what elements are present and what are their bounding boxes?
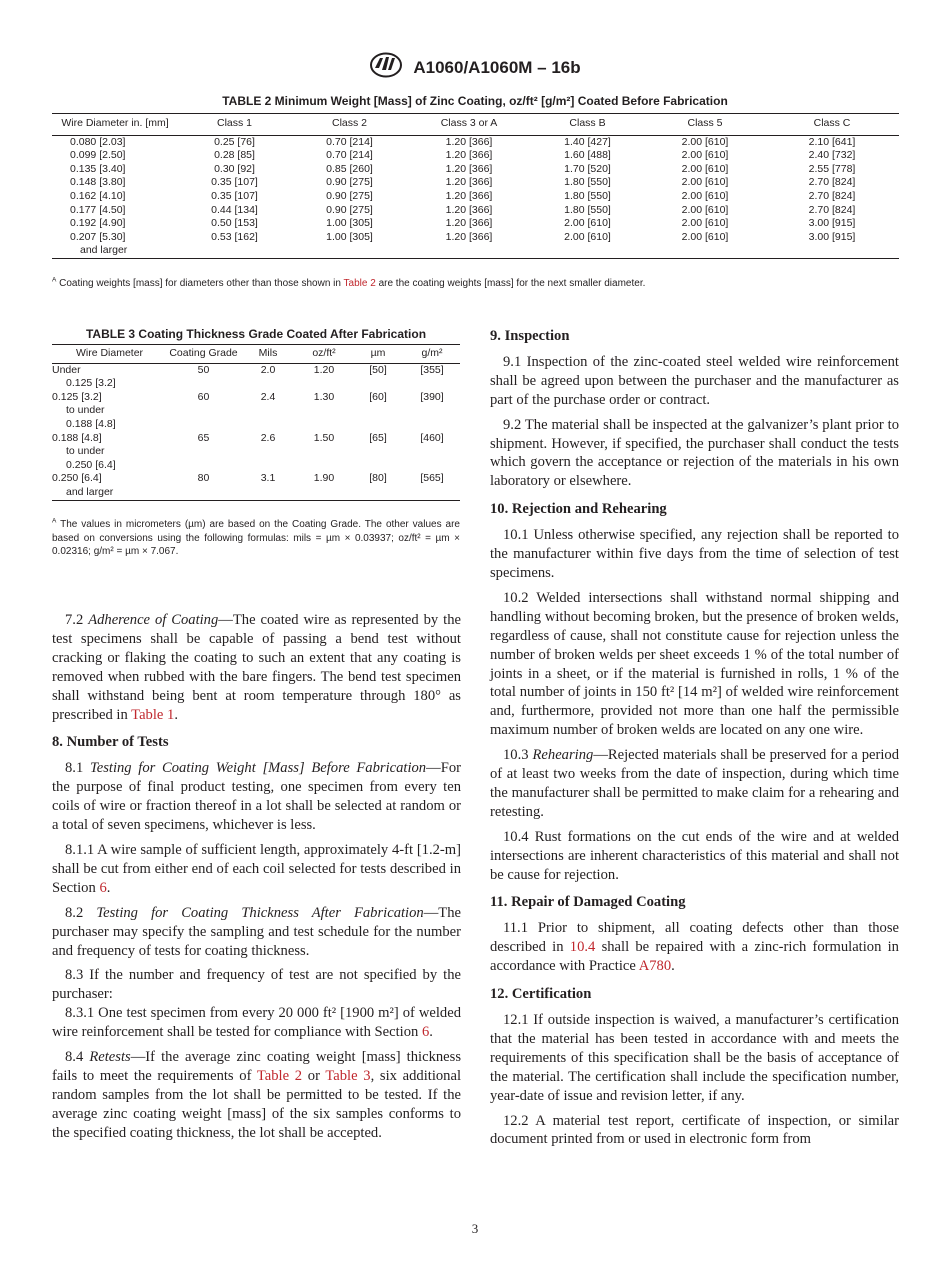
para-8-4: 8.4 Retests—If the average zinc coating weight [mass] thickness fails to meet the requirements of Table 2 or Table 3, six additional random samples from the lot shall be permitted to be tested. If the average zinc coating weight [mass] of the six samples conforms to the specified coating thickness, the lot shall be accepted. bbox=[52, 1049, 461, 1141]
table2-row bbox=[52, 135, 899, 149]
table2-cell: 0.080 [2.03] bbox=[70, 135, 126, 148]
para-10-4: 10.4 Rust formations on the cut ends of the wire and at welded intersections are inherent characteristics of this material and shall not be cause for rejection. bbox=[490, 828, 899, 883]
table2-col-header: Class B bbox=[530, 114, 645, 136]
table3-cell bbox=[240, 486, 296, 500]
table2-cell bbox=[645, 244, 765, 258]
table2-col-header: Class 5 bbox=[645, 114, 765, 136]
table3-cell bbox=[404, 377, 460, 391]
table3-col-header: g/m² bbox=[404, 345, 460, 364]
table3-cell: 0.125 [3.2] bbox=[66, 377, 116, 390]
table3-row bbox=[52, 432, 460, 446]
table3-cell bbox=[240, 459, 296, 473]
table3-cell: 1.30 bbox=[313, 390, 335, 403]
table3-cell bbox=[296, 486, 352, 500]
table3-cell bbox=[167, 418, 240, 432]
table2-cell bbox=[530, 244, 645, 258]
table3-cell bbox=[404, 445, 460, 459]
table2-cell: 1.20 [366] bbox=[445, 189, 493, 202]
table3-cell: [390] bbox=[420, 390, 444, 403]
table2-cell: 0.207 [5.30] bbox=[70, 230, 126, 243]
table2-cell: 0.177 [4.50] bbox=[70, 203, 126, 216]
table2-cell: 2.55 [778] bbox=[808, 162, 856, 175]
para-10-4-link[interactable]: 10.4 bbox=[569, 939, 596, 956]
table2-cell: 1.80 [550] bbox=[564, 203, 611, 216]
table3-cell: 2.4 bbox=[260, 390, 276, 403]
table2-cell: 0.90 [275] bbox=[326, 203, 373, 216]
table2-row bbox=[52, 149, 899, 163]
table3-row bbox=[52, 404, 460, 418]
table2-cell bbox=[178, 244, 291, 258]
para-8-3-1: 8.3.1 One test specimen from every 20 000 ft² [1900 m²] of welded wire reinforcement shall be tested for compliance with Section 6. bbox=[52, 1005, 461, 1041]
para-11-1: 11.1 Prior to shipment, all coating defects other than those described in 10.4 shall be repaired with a zinc-rich formulation in accordance with Practice A780. bbox=[490, 920, 899, 975]
table3-cell: 0.250 [6.4] bbox=[66, 458, 116, 471]
table3-cell: [460] bbox=[420, 431, 444, 444]
table3-cell bbox=[404, 486, 460, 500]
table2-caption: TABLE 2 Minimum Weight [Mass] of Zinc Coating, oz/ft² [g/m²] Coated Before Fabrication bbox=[222, 94, 728, 108]
table3-cell bbox=[240, 377, 296, 391]
table3-cell bbox=[404, 459, 460, 473]
table3-cell bbox=[296, 404, 352, 418]
table3-cell bbox=[296, 418, 352, 432]
a780-link[interactable]: A780 bbox=[638, 958, 672, 975]
table3-col-header: Wire Diameter bbox=[52, 345, 167, 364]
table2-row bbox=[52, 204, 899, 218]
table2-cell: 0.148 [3.80] bbox=[70, 176, 126, 189]
table2-cell: 2.40 [732] bbox=[808, 149, 856, 162]
table2-footnote: $^A$ Coating weights [mass] for diameters other than those shown in Table 2 are the coating weights [mass] for the next smaller diameter. bbox=[52, 276, 646, 289]
para-8-3: 8.3 If the number and frequency of test are not specified by the purchaser: bbox=[52, 967, 461, 1003]
table2-cell: 0.099 [2.50] bbox=[70, 149, 126, 162]
para-9-1: 9.1 Inspection of the zinc-coated steel welded wire reinforcement shall be agreed upon between the purchaser and the manufacturer as part of the purchase order or contract. bbox=[490, 353, 899, 408]
table3-cell bbox=[352, 418, 404, 432]
table2-cell: 2.00 [610] bbox=[681, 230, 729, 243]
para-12-2: 12.2 A material test report, certificate of inspection, or similar document printed from or used in electronic form from bbox=[490, 1112, 899, 1148]
section6-link[interactable]: 6 bbox=[422, 1024, 430, 1041]
table3-cell: [355] bbox=[420, 363, 444, 376]
table2-cell: 2.70 [824] bbox=[808, 176, 856, 189]
table2-col-header: Class 2 bbox=[291, 114, 408, 136]
table3-cell: 0.188 [4.8] bbox=[66, 417, 116, 430]
table3-link[interactable]: Table 3 bbox=[325, 1067, 371, 1084]
table2-row bbox=[52, 231, 899, 245]
table3-cell bbox=[352, 459, 404, 473]
table2-cell: 2.00 [610] bbox=[681, 176, 729, 189]
para-12-1: 12.1 If outside inspection is waived, a manufacturer’s certification that the material has been tested in accordance with and meets the requirements of this specification shall be the basis of acceptance of the material. The certification shall include the specification number, year-date of issue and revision letter, if any. bbox=[490, 1012, 899, 1104]
table2-cell: 2.70 [824] bbox=[808, 189, 856, 202]
table3-row bbox=[52, 472, 460, 486]
para-10-2: 10.2 Welded intersections shall withstand normal shipping and handling without becoming broken, but the presence of broken welds, regardless of cause, shall not constitute cause for rejection unless the number of broken welds per sheet exceeds 1 % of the total number of joints in a sheet, or if the material is furnished in rolls, 1 % of the total number of joints in 150 ft² [14 m²] of welded wire reinforcement and, furthermore, provided not more than one half the permissible maximum number of broken welds are located on any one wire. bbox=[490, 589, 899, 739]
table2-cell: 0.70 [214] bbox=[326, 149, 373, 162]
table3-cell: 0.250 [6.4] bbox=[52, 472, 102, 485]
table3-cell: 2.6 bbox=[260, 431, 276, 444]
table2-cell: 0.90 [275] bbox=[326, 176, 373, 189]
table2-cell: 1.20 [366] bbox=[445, 149, 493, 162]
table2-cell: 0.53 [162] bbox=[211, 230, 258, 243]
page-number: 3 bbox=[471, 1221, 479, 1236]
table3 bbox=[52, 344, 460, 501]
section6-link[interactable]: 6 bbox=[99, 879, 107, 896]
table2-cell: 1.70 [520] bbox=[564, 162, 611, 175]
table2-cell: 1.40 [427] bbox=[564, 135, 611, 148]
table2-cell: 1.60 [488] bbox=[564, 149, 611, 162]
table3-row bbox=[52, 486, 460, 500]
table2-col-header: Wire Diameter in. [mm] bbox=[52, 114, 178, 136]
right-column bbox=[490, 318, 899, 1155]
table3-cell: 3.1 bbox=[260, 472, 276, 485]
table3-row bbox=[52, 363, 460, 377]
table2-cell: 0.135 [3.40] bbox=[70, 162, 126, 175]
table2-cell: and larger bbox=[80, 244, 128, 257]
table2-cell: 0.50 [153] bbox=[211, 217, 258, 230]
table2-cell: 1.20 [366] bbox=[445, 230, 493, 243]
table2-cell: 3.00 [915] bbox=[808, 230, 856, 243]
table3-cell: 0.188 [4.8] bbox=[52, 431, 102, 444]
table3-cell bbox=[167, 377, 240, 391]
section-12-heading: 12. Certification bbox=[490, 986, 592, 1003]
astm-logo-icon bbox=[369, 52, 403, 83]
table2-cell: 0.192 [4.90] bbox=[70, 217, 126, 230]
table3-cell bbox=[296, 377, 352, 391]
table3-cell: [65] bbox=[369, 431, 387, 444]
table3-cell: 80 bbox=[197, 472, 210, 485]
table2-cell bbox=[291, 244, 408, 258]
section-10-heading: 10. Rejection and Rehearing bbox=[490, 501, 667, 518]
para-7-2: 7.2 Adherence of Coating—The coated wire as represented by the test specimens shall be capable of passing a bend test without cracking or flaking the coating to such an extent that any coating is removed when rubbed with the bare fingers. The bend test specimen shall withstand being bent at room temperature through 180° as prescribed in Table 1. bbox=[52, 612, 461, 723]
table3-col-header: oz/ft² bbox=[296, 345, 352, 364]
table3-cell: 2.0 bbox=[260, 363, 276, 376]
table3-cell: 1.50 bbox=[313, 431, 335, 444]
table3-cell bbox=[167, 486, 240, 500]
table3-cell bbox=[352, 404, 404, 418]
table2-cell: 0.35 [107] bbox=[211, 189, 258, 202]
table3-cell: 1.20 bbox=[313, 363, 335, 376]
table2-cell: 0.162 [4.10] bbox=[70, 189, 126, 202]
table2-cell: 2.00 [610] bbox=[681, 217, 729, 230]
table3-cell: [565] bbox=[420, 472, 444, 485]
table2-cell: 3.00 [915] bbox=[808, 217, 856, 230]
table2-cell: 0.30 [92] bbox=[214, 162, 255, 175]
table3-header-row bbox=[52, 345, 460, 364]
table3-col-header: Coating Grade bbox=[167, 345, 240, 364]
table3-cell bbox=[404, 404, 460, 418]
table3-cell bbox=[352, 486, 404, 500]
table3-cell: [60] bbox=[369, 390, 387, 403]
para-10-1: 10.1 Unless otherwise specified, any rejection shall be reported to the manufacturer within five days from the time of selection of test specimens. bbox=[490, 527, 899, 581]
table2-row bbox=[52, 176, 899, 190]
table2-col-header: Class 1 bbox=[178, 114, 291, 136]
table3-row bbox=[52, 418, 460, 432]
table2-cell: 1.20 [366] bbox=[445, 162, 493, 175]
table3-cell: 60 bbox=[197, 390, 210, 403]
table2-cell: 2.00 [610] bbox=[681, 149, 729, 162]
document-id: A1060/A1060M – 16b bbox=[413, 57, 581, 77]
table3-cell: [80] bbox=[369, 472, 387, 485]
table2-cell: 2.00 [610] bbox=[681, 203, 729, 216]
table2-col-header: Class C bbox=[765, 114, 899, 136]
table2-row bbox=[52, 217, 899, 231]
table3-cell bbox=[404, 418, 460, 432]
table2-cell: 0.25 [76] bbox=[214, 135, 255, 148]
table2-cell: 2.00 [610] bbox=[681, 135, 729, 148]
para-9-2: 9.2 The material shall be inspected at the galvanizer’s plant prior to shipment. However, if specified, the purchaser shall conduct the tests which govern the acceptance or rejection of the materials in his own laboratory or elsewhere. bbox=[490, 416, 899, 490]
table2-cell: 0.44 [134] bbox=[211, 203, 258, 216]
table3-cell bbox=[240, 418, 296, 432]
table3-cell bbox=[240, 404, 296, 418]
table3-row bbox=[52, 377, 460, 391]
table1-link[interactable]: Table 1 bbox=[131, 706, 175, 723]
para-8-1: 8.1 Testing for Coating Weight [Mass] Before Fabrication—For the purpose of final product testing, one specimen from every ten coils of wire or fraction thereof in a lot shall be selected at random or a total of seven specimens, whichever is less. bbox=[52, 760, 461, 834]
table2-cell: 1.80 [550] bbox=[564, 176, 611, 189]
table2-cell: 2.70 [824] bbox=[808, 203, 856, 216]
table3-col-header: µm bbox=[352, 345, 404, 364]
table3-cell bbox=[240, 445, 296, 459]
table2-row bbox=[52, 244, 899, 258]
table2-cell: 1.20 [366] bbox=[445, 217, 493, 230]
table2-col-header: Class 3 or A bbox=[408, 114, 530, 136]
table3-cell: 0.125 [3.2] bbox=[52, 390, 102, 403]
table3-cell bbox=[167, 445, 240, 459]
table3-cell bbox=[352, 377, 404, 391]
table3-cell: to under bbox=[66, 445, 105, 458]
table3-col-header: Mils bbox=[240, 345, 296, 364]
section-8-heading: 8. Number of Tests bbox=[52, 734, 169, 751]
table2 bbox=[52, 113, 899, 259]
table3-cell: and larger bbox=[66, 485, 114, 498]
table2-cell bbox=[408, 244, 530, 258]
para-8-1-1: 8.1.1 A wire sample of sufficient length, approximately 4-ft [1.2-m] shall be cut from either end of each coil selected for tests described in Section 6. bbox=[52, 841, 461, 896]
table3-row bbox=[52, 459, 460, 473]
section-11-heading: 11. Repair of Damaged Coating bbox=[490, 894, 686, 911]
table2-row bbox=[52, 163, 899, 177]
para-10-3: 10.3 Rehearing—Rejected materials shall be preserved for a period of at least two weeks from the date of inspection, during which time the manufacturer shall be permitted to make claim for a rehearing and retesting. bbox=[490, 747, 899, 820]
table2-cell: 1.20 [366] bbox=[445, 176, 493, 189]
table3-footnote: $^A$ The values in micrometers (µm) are based on the Coating Grade. The other values are based on conversions using the following formulas: mils = µm × 0.03937; oz/ft² = µm × 0.02316; g/m² = µm × 7.067. bbox=[52, 517, 460, 557]
table2-cell: 0.28 [85] bbox=[214, 149, 255, 162]
page-header bbox=[0, 52, 950, 83]
table3-cell: [50] bbox=[369, 363, 387, 376]
table2-cell: 0.70 [214] bbox=[326, 135, 373, 148]
table2-cell: 1.20 [366] bbox=[445, 203, 493, 216]
section-9-heading: 9. Inspection bbox=[490, 328, 570, 344]
table3-cell bbox=[296, 459, 352, 473]
table2-cell: 2.00 [610] bbox=[564, 217, 611, 230]
table3-caption: TABLE 3 Coating Thickness Grade Coated After Fabrication bbox=[85, 327, 427, 341]
table2-cell: 0.35 [107] bbox=[211, 176, 258, 189]
table3-row bbox=[52, 445, 460, 459]
table2-row bbox=[52, 190, 899, 204]
table2-cell: 2.00 [610] bbox=[681, 162, 729, 175]
table2-cell: 2.10 [641] bbox=[808, 135, 856, 148]
table2-cell: 1.00 [305] bbox=[326, 230, 373, 243]
table2-cell: 1.20 [366] bbox=[445, 135, 493, 148]
table3-cell: 1.90 bbox=[313, 472, 335, 485]
table3-cell: 65 bbox=[197, 431, 210, 444]
table2-cell: 1.00 [305] bbox=[326, 217, 373, 230]
table2-link[interactable]: Table 2 bbox=[256, 1067, 303, 1084]
table3-cell bbox=[296, 445, 352, 459]
table3-cell bbox=[167, 459, 240, 473]
table2-header-row bbox=[52, 114, 899, 136]
table3-cell: 50 bbox=[197, 363, 210, 376]
table2-link[interactable]: Table 2 bbox=[343, 278, 376, 289]
left-column bbox=[52, 611, 461, 1149]
table2-cell: 0.90 [275] bbox=[326, 189, 373, 202]
table2-cell: 1.80 [550] bbox=[564, 189, 611, 202]
table3-cell: to under bbox=[66, 404, 105, 417]
table2-cell: 2.00 [610] bbox=[564, 230, 611, 243]
table3-cell bbox=[352, 445, 404, 459]
table3-row bbox=[52, 391, 460, 405]
table2-cell: 0.85 [260] bbox=[326, 162, 373, 175]
para-8-2: 8.2 Testing for Coating Thickness After Fabrication—The purchaser may specify the sampling and test schedule for the number and frequency of tests for coating thickness. bbox=[52, 904, 461, 959]
table3-cell: Under bbox=[52, 363, 81, 376]
table3-cell bbox=[167, 404, 240, 418]
table2-cell bbox=[765, 244, 899, 258]
table2-cell: 2.00 [610] bbox=[681, 189, 729, 202]
